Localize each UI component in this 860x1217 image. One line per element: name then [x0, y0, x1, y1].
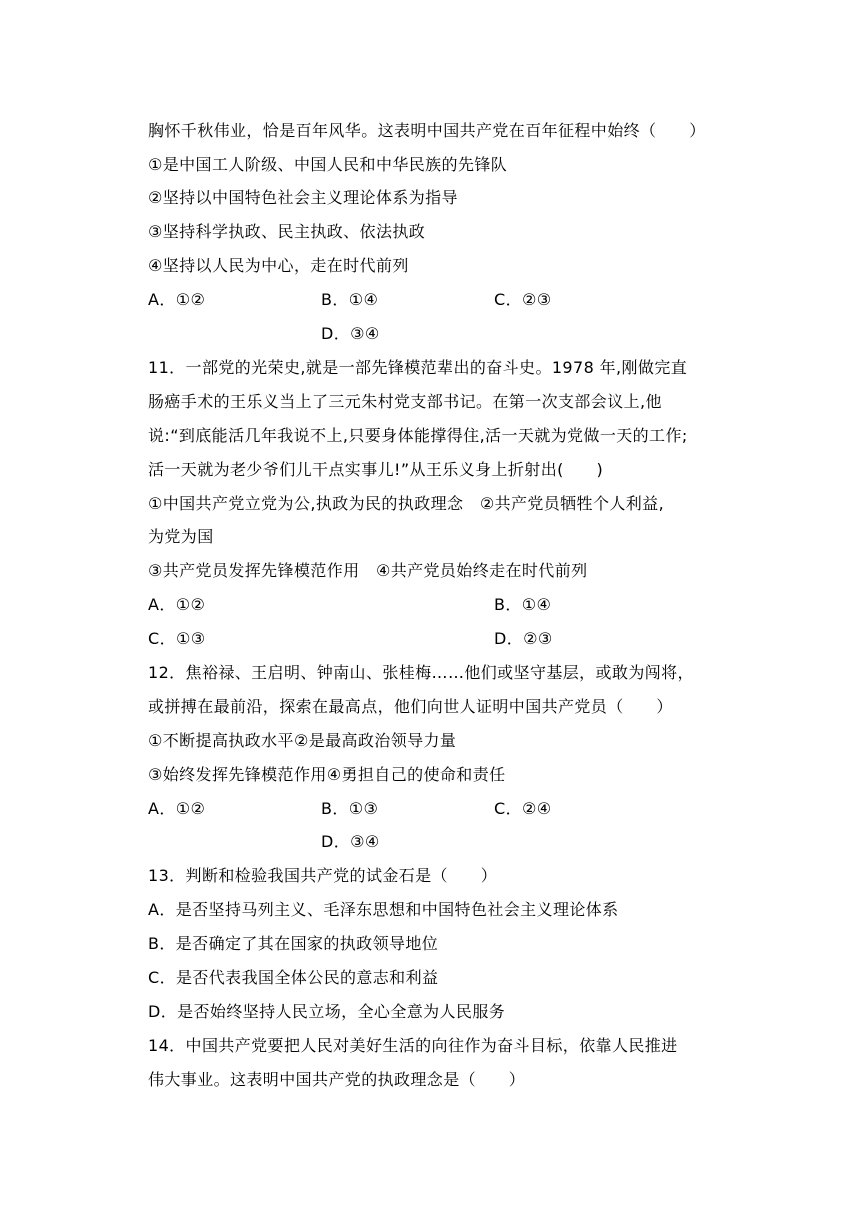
q11-option-d[interactable]: D．②③ — [494, 629, 553, 648]
q10-item-1: ①是中国工人阶级、中国人民和中华民族的先锋队 — [148, 155, 508, 174]
q10-option-b[interactable]: B．①④ — [321, 290, 379, 309]
q10-item-4: ④坚持以人民为中心，走在时代前列 — [148, 256, 409, 275]
q13-option-c[interactable]: C．是否代表我国全体公民的意志和利益 — [148, 968, 439, 987]
q11-option-a[interactable]: A．①② — [148, 595, 206, 614]
q10-item-3: ③坚持科学执政、民主执政、依法执政 — [148, 222, 426, 241]
q10-item-2: ②坚持以中国特色社会主义理论体系为指导 — [148, 188, 458, 207]
q12-option-b[interactable]: B．①③ — [321, 799, 379, 818]
q12-option-a[interactable]: A．①② — [148, 799, 206, 818]
q11-stem-line-1: 11．一部党的光荣史,就是一部先锋模范辈出的奋斗史。1978 年,刚做完直 — [148, 358, 688, 377]
q10-option-c[interactable]: C．②③ — [494, 290, 552, 309]
q10-option-d[interactable]: D．③④ — [321, 324, 380, 343]
q12-stem-line-1: 12．焦裕禄、王启明、钟南山、张桂梅……他们或坚守基层，或敢为闯将， — [148, 663, 694, 682]
q13-option-b[interactable]: B．是否确定了其在国家的执政领导地位 — [148, 934, 439, 953]
q11-option-b[interactable]: B．①④ — [494, 595, 552, 614]
q13-option-d[interactable]: D．是否始终坚持人民立场，全心全意为人民服务 — [148, 1002, 506, 1021]
q11-stem-line-4: 活一天就为老少爷们儿干点实事儿!”从王乐义身上折射出( ) — [148, 460, 604, 479]
q11-item-line-3: ③共产党员发挥先锋模范作用 ④共产党员始终走在时代前列 — [148, 561, 588, 580]
q13-option-a[interactable]: A．是否坚持马列主义、毛泽东思想和中国特色社会主义理论体系 — [148, 900, 619, 919]
q12-item-line-1: ①不断提高执政水平②是最高政治领导力量 — [148, 731, 457, 750]
q10-stem-tail: 胸怀千秋伟业，恰是百年风华。这表明中国共产党在百年征程中始终（ ） — [148, 121, 706, 140]
q14-stem-line-2: 伟大事业。这表明中国共产党的执政理念是（ ） — [148, 1070, 526, 1089]
q13-stem: 13．判断和检验我国共产党的试金石是（ ） — [148, 866, 498, 885]
q11-stem-line-2: 肠癌手术的王乐义当上了三元朱村党支部书记。在第一次支部会议上,他 — [148, 392, 662, 411]
q11-item-line-1: ①中国共产党立党为公,执政为民的执政理念 ②共产党员牺牲个人利益, — [148, 494, 665, 513]
q11-item-line-2: 为党为国 — [148, 527, 214, 546]
q12-option-c[interactable]: C．②④ — [494, 799, 552, 818]
q12-stem-line-2: 或拼搏在最前沿，探索在最高点，他们向世人证明中国共产党员（ ） — [148, 697, 673, 716]
q14-stem-line-1: 14．中国共产党要把人民对美好生活的向往作为奋斗目标，依靠人民推进 — [148, 1036, 678, 1055]
q10-option-a[interactable]: A．①② — [148, 290, 206, 309]
q11-option-c[interactable]: C．①③ — [148, 629, 206, 648]
q12-item-line-2: ③始终发挥先锋模范作用④勇担自己的使命和责任 — [148, 765, 506, 784]
q11-stem-line-3: 说:“到底能活几年我说不上,只要身体能撑得住,活一天就为党做一天的工作; — [148, 426, 688, 445]
q12-option-d[interactable]: D．③④ — [321, 832, 380, 851]
